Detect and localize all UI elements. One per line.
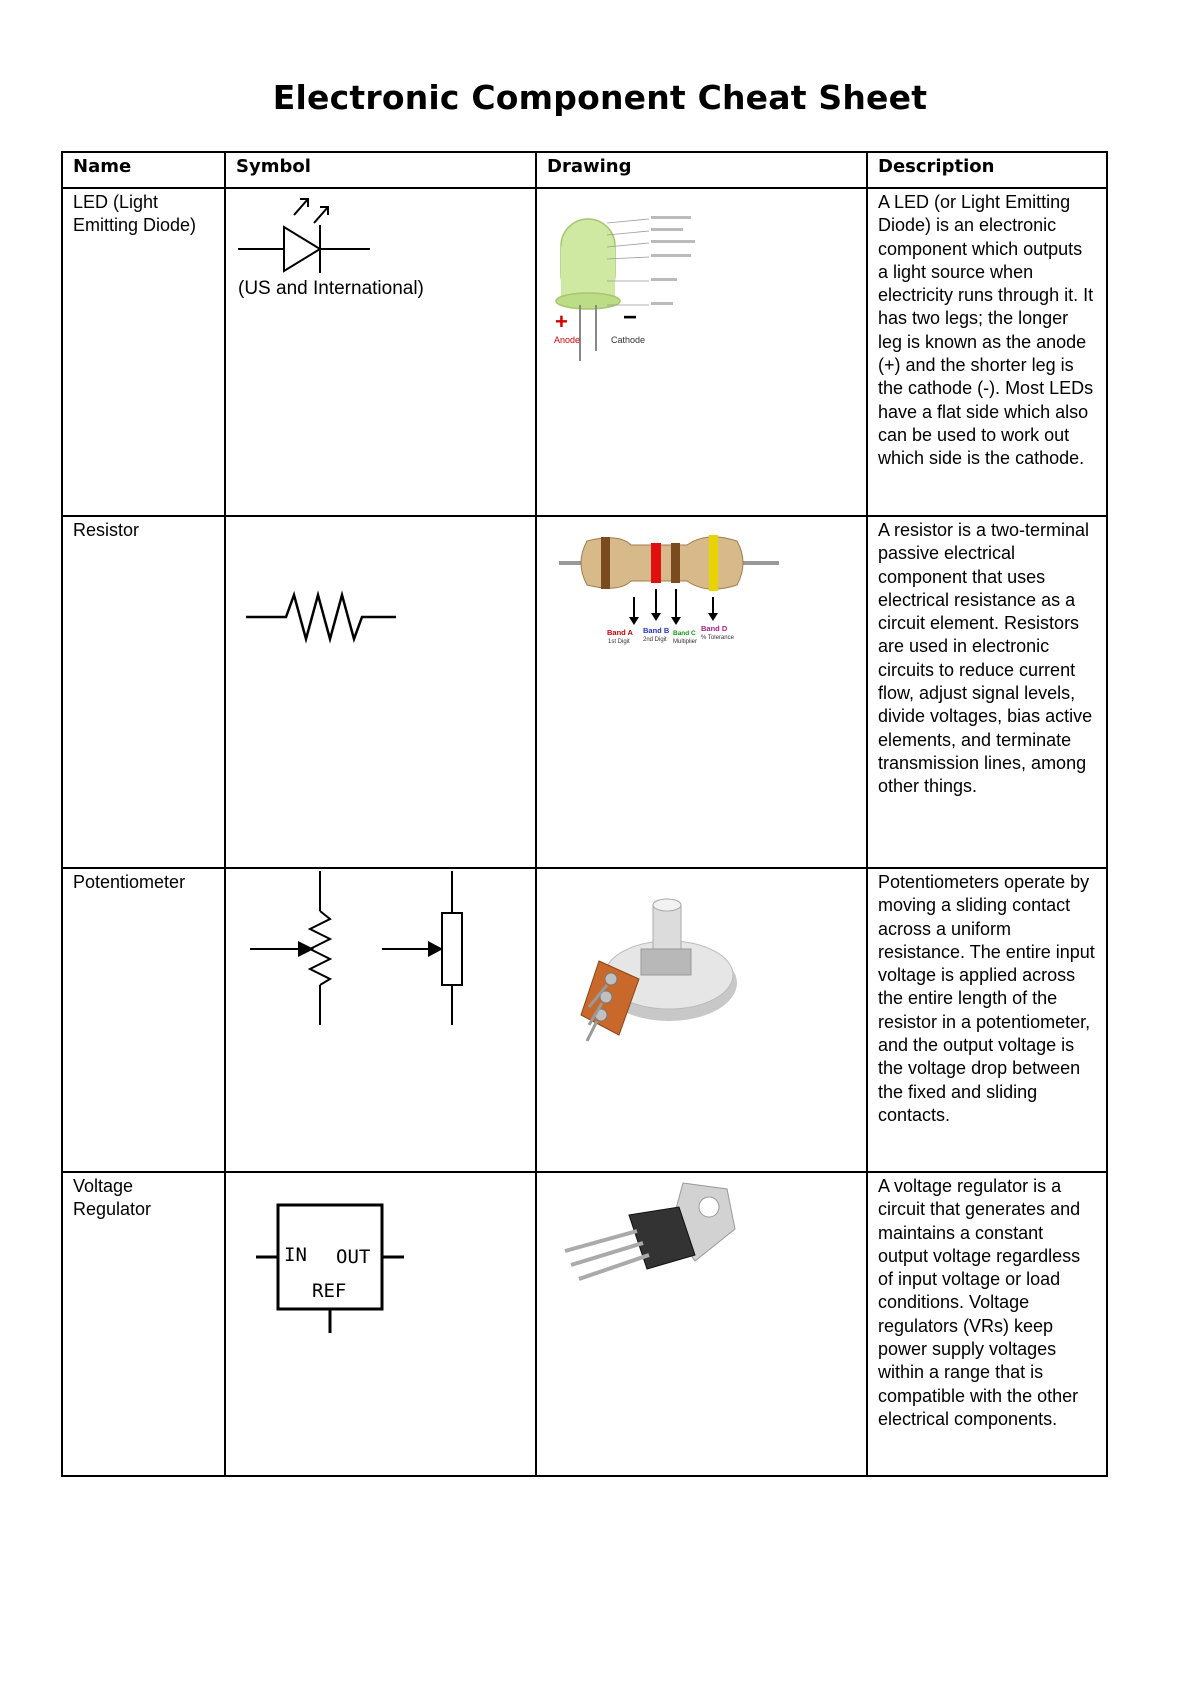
minus-label: − bbox=[623, 304, 638, 331]
component-description: A resistor is a two-terminal passive electrical component that uses electrical resistance as a circuit element. Resistors are used in electronic circuits to reduce current flow, adjust signal levels, divide voltages, bias active elements, and terminate transmission lines, among other things. bbox=[867, 516, 1107, 868]
band-c-sub: Multiplier bbox=[673, 639, 698, 645]
voltage-regulator-symbol-icon bbox=[236, 1175, 436, 1345]
drawing-cell bbox=[536, 188, 867, 516]
table-row bbox=[62, 1172, 1107, 1476]
table-row bbox=[62, 516, 1107, 868]
component-name: Potentiometer bbox=[62, 868, 225, 1172]
led-drawing-image bbox=[549, 201, 699, 361]
symbol-cell bbox=[225, 516, 536, 868]
band-b-label: Band B bbox=[643, 626, 670, 635]
out-label: OUT bbox=[336, 1246, 371, 1268]
table-header-row bbox=[62, 152, 1107, 188]
led-symbol-icon bbox=[236, 191, 436, 281]
symbol-cell bbox=[225, 188, 536, 516]
header-drawing: Drawing bbox=[536, 152, 867, 188]
header-description: Description bbox=[867, 152, 1107, 188]
band-b-sub: 2nd Digit bbox=[643, 637, 667, 643]
drawing-cell bbox=[536, 516, 867, 868]
band-d-sub: % Tolerance bbox=[701, 635, 734, 641]
symbol-cell bbox=[225, 868, 536, 1172]
anode-label: Anode bbox=[554, 335, 581, 345]
component-name: Voltage Regulator bbox=[62, 1172, 225, 1476]
symbol-cell bbox=[225, 1172, 536, 1476]
resistor-drawing-image bbox=[559, 527, 799, 657]
plus-label: + bbox=[555, 309, 568, 334]
ref-label: REF bbox=[312, 1280, 347, 1302]
component-description: A voltage regulator is a circuit that generates and maintains a constant output voltage regardless of input voltage or load conditions. Voltage regulators (VRs) keep power supply voltages within a range that is compatible with the other electrical components. bbox=[867, 1172, 1107, 1476]
in-label: IN bbox=[284, 1244, 307, 1266]
drawing-cell bbox=[536, 1172, 867, 1476]
resistor-symbol-icon bbox=[236, 519, 436, 659]
band-a-sub: 1st Digit bbox=[608, 639, 630, 645]
potentiometer-symbol-icon bbox=[236, 871, 526, 1031]
band-a-label: Band A bbox=[607, 628, 633, 637]
drawing-cell bbox=[536, 868, 867, 1172]
header-name: Name bbox=[62, 152, 225, 188]
page-title: Electronic Component Cheat Sheet bbox=[272, 78, 928, 117]
component-description: Potentiometers operate by moving a sliding contact across a uniform resistance. The entire input voltage is applied across the entire length of the resistor in a potentiometer, and the output voltage is the voltage drop between the fixed and sliding contacts. bbox=[867, 868, 1107, 1172]
voltage-regulator-drawing-image bbox=[555, 1177, 755, 1297]
table-row bbox=[62, 188, 1107, 516]
band-d-label: Band D bbox=[701, 624, 728, 633]
potentiometer-drawing-image bbox=[549, 875, 779, 1045]
cathode-label: Cathode bbox=[611, 335, 646, 345]
component-table bbox=[61, 151, 1108, 1477]
component-name: Resistor bbox=[62, 516, 225, 868]
symbol-caption: (US and International) bbox=[238, 278, 424, 299]
component-description: A LED (or Light Emitting Diode) is an electronic component which outputs a light source when electricity runs through it. It has two legs; the longer leg is known as the anode (+) and the shorter leg is the cathode (-). Most LEDs have a flat side which also can be used to work out which side is the cathode. bbox=[867, 188, 1107, 516]
header-symbol: Symbol bbox=[225, 152, 536, 188]
band-c-label: Band C bbox=[673, 630, 696, 637]
table-row bbox=[62, 868, 1107, 1172]
component-name: LED (Light Emitting Diode) bbox=[62, 188, 225, 516]
